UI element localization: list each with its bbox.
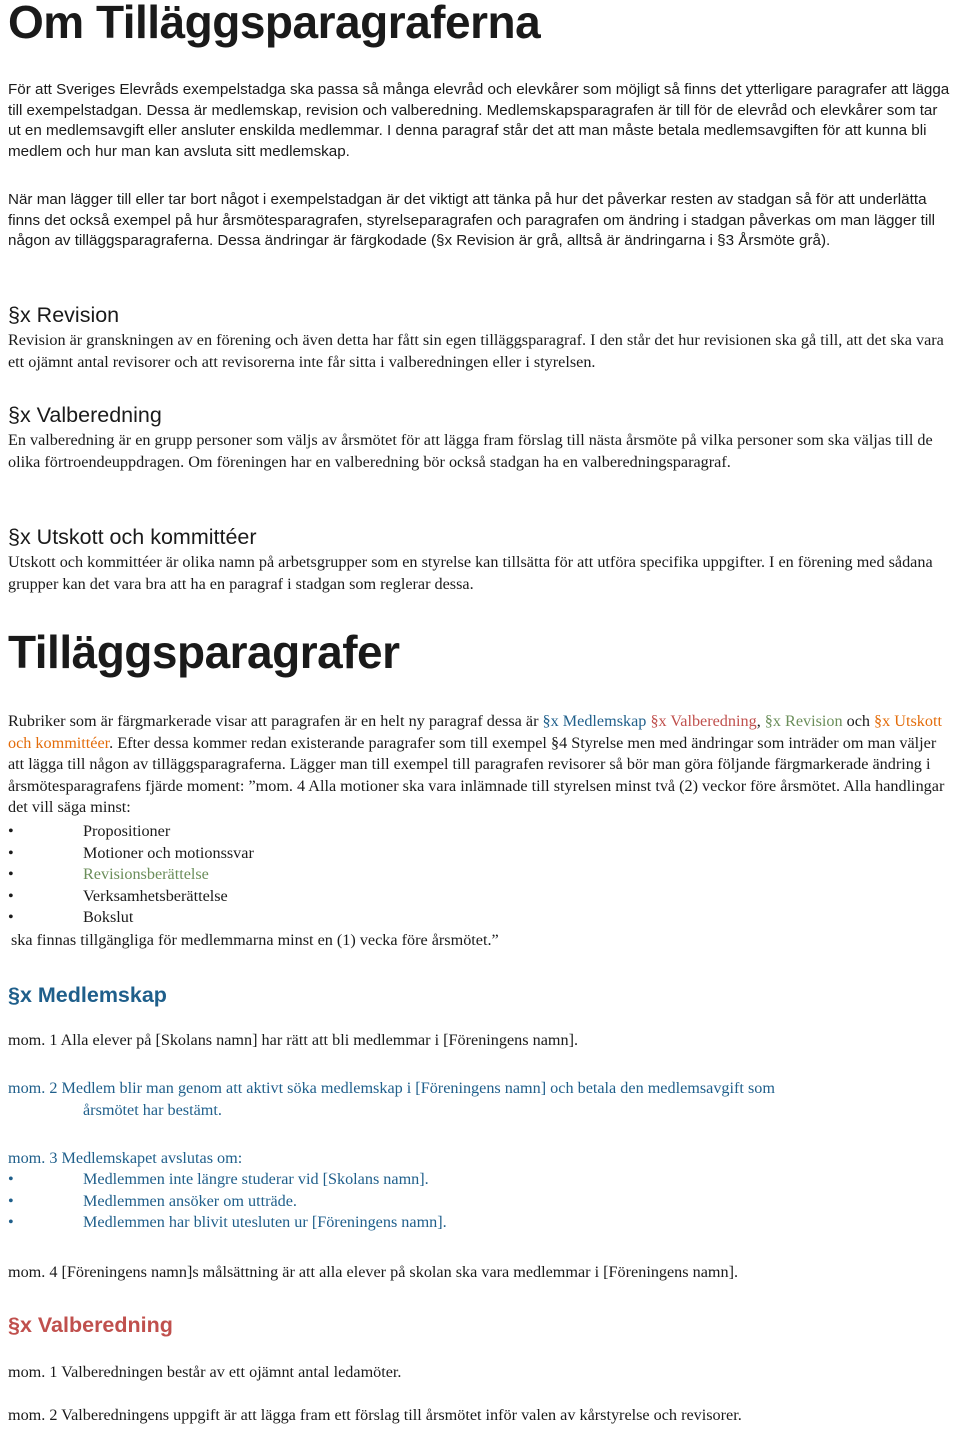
bullet-icon: •: [8, 843, 14, 862]
list-item-label: Propositioner: [83, 822, 171, 840]
page-title: Om Tilläggsparagraferna: [8, 0, 541, 48]
list-item-label: Medlemmen inte längre studerar vid [Skolans namn].: [83, 1170, 429, 1188]
rubriker-paragraph: [8, 711, 952, 819]
list-item-label: Medlemmen ansöker om utträde.: [83, 1191, 297, 1210]
avslut-list: [8, 1169, 952, 1234]
highlight-valberedning: §x Valberedning: [650, 712, 757, 730]
list-item-label: Verksamhetsberättelse: [83, 886, 228, 905]
valberedning-mom1: mom. 1 Valberedningen består av ett ojämnt antal ledamöter.: [8, 1363, 402, 1381]
medlemskap-mom2: [8, 1078, 952, 1121]
rubriker-text: ,: [756, 712, 765, 730]
rubriker-text: och: [842, 712, 875, 730]
section-title: Tilläggsparagrafer: [8, 626, 400, 678]
list-item: [8, 864, 952, 886]
list-item-label: Bokslut: [83, 908, 134, 927]
rubriker-text: . Efter dessa kommer redan existerande paragrafer som till exempel §4 Styrelse men med ändringar som inträder om man väljer att lägga till någon av tilläggsparagraferna. Lägger man till exempel till paragrafen revisorer så bör man göra följande färgmarkerade ändring i årsmötesparagrafens fjärde moment: ”mom. 4 Alla motioner ska vara inlämnade till styrelsen minst två (2) veckor före årsmötet. Alla handlingar det vill säga minst:: [8, 733, 945, 816]
highlight-utskott: §x Utskott och kommittéer: [8, 712, 942, 752]
mom2-line: årsmötet har bestämt.: [83, 1100, 222, 1119]
valberedning-mom2: mom. 2 Valberedningens uppgift är att lägga fram ett förslag till årsmötet inför valen av kårstyrelse och revisorer.: [8, 1406, 742, 1424]
section-heading-utskott: §x Utskott och kommittéer: [8, 525, 257, 549]
medlemskap-mom3: mom. 3 Medlemskapet avslutas om:: [8, 1149, 243, 1167]
intro-paragraph-2: När man lägger till eller tar bort något i exempelstadgan är det viktigt att tänka på hur det påverkar resten av stadgan så för att underlätta finns det också exempel på hur årsmötesparagrafen, styrelseparagrafen och paragrafen om ändring i stadgan påverkas om man lägger till någon av tilläggsparagraferna. Dessa ändringar är färgkodade (§x Revision är grå, alltså är ändringarna i §3 Årsmöte grå).: [8, 191, 935, 249]
list-item-label: Medlemmen har blivit utesluten ur [Föreningens namn].: [83, 1213, 447, 1232]
bullet-icon: •: [8, 908, 14, 927]
highlight-medlemskap: §x Medlemskap: [542, 712, 647, 730]
bullet-icon: •: [8, 865, 14, 884]
bullet-icon: •: [8, 822, 14, 840]
section-text-revision: Revision är granskningen av en förening och även detta har fått sin egen tilläggsparagraf. I den står det hur revisionen ska gå till, att det ska vara ett ojämnt antal revisorer och att revisorerna inte får sitta i valberedningen eller i styrelsen.: [8, 331, 944, 371]
list-item-label: Revisionsberättelse: [83, 865, 209, 884]
list-item: [8, 886, 952, 908]
bullet-icon: •: [8, 1191, 14, 1210]
section-heading-valberedning: §x Valberedning: [8, 403, 162, 427]
bullet-icon: •: [8, 1213, 14, 1232]
rubriker-text: Rubriker som är färgmarkerade visar att paragrafen är en helt ny paragraf dessa är: [8, 712, 543, 730]
mom2-line: mom. 2 Medlem blir man genom att aktivt söka medlemskap i [Föreningens namn] och betala den medlemsavgift som: [8, 1079, 775, 1097]
handlingar-list: [8, 821, 952, 929]
list-item: [8, 821, 952, 843]
list-item: [8, 907, 952, 929]
bullet-icon: •: [8, 1170, 14, 1188]
heading-valberedning: §x Valberedning: [8, 1313, 173, 1337]
list-item-label: Motioner och motionssvar: [83, 843, 254, 862]
bullet-icon: •: [8, 886, 14, 905]
section-text-utskott: Utskott och kommittéer är olika namn på arbetsgrupper som en styrelse kan tillsätta för att utföra specifika uppgifter. I en förening med sådana grupper kan det vara bra att ha en paragraf i stadgan som reglerar dessa.: [8, 553, 933, 593]
list-item: [8, 1212, 952, 1234]
highlight-revision-mark: §x: [764, 712, 781, 730]
heading-medlemskap: §x Medlemskap: [8, 983, 167, 1007]
medlemskap-mom1: mom. 1 Alla elever på [Skolans namn] har rätt att bli medlemmar i [Föreningens namn].: [8, 1031, 579, 1049]
medlemskap-mom4: mom. 4 [Föreningens namn]s målsättning är att alla elever på skolan ska vara medlemmar i [Föreningens namn].: [8, 1263, 739, 1281]
intro-paragraph: För att Sveriges Elevråds exempelstadga ska passa så många elevråd och elevkårer som möjligt så finns det ytterligare paragrafer att lägga till exempelstadgan. Dessa är medlemskap, revision och valberedning. Medlemskapsparagrafen är till för de elevråd och elevkårer som tar ut en medlemsavgift eller ansluter enskilda medlemmar. I denna paragraf står det att man måste betala medlemsavgiften för att kunna bli medlem och hur man kan avsluta sitt medlemskap.: [8, 81, 950, 160]
after-list-text: ska finnas tillgängliga för medlemmarna minst en (1) vecka före årsmötet.”: [11, 931, 499, 949]
list-item: [8, 1191, 952, 1213]
section-heading-revision: §x Revision: [8, 303, 120, 327]
section-text-valberedning: En valberedning är en grupp personer som väljs av årsmötet för att lägga fram förslag till nästa årsmöte på vilka personer som ska väljas till de olika förtroendeuppdragen. Om föreningen har en valberedning bör också stadgan ha en valberedningsparagraf.: [8, 431, 933, 471]
list-item: [8, 843, 952, 865]
highlight-revision: Revision: [785, 712, 843, 730]
list-item: [8, 1169, 952, 1191]
